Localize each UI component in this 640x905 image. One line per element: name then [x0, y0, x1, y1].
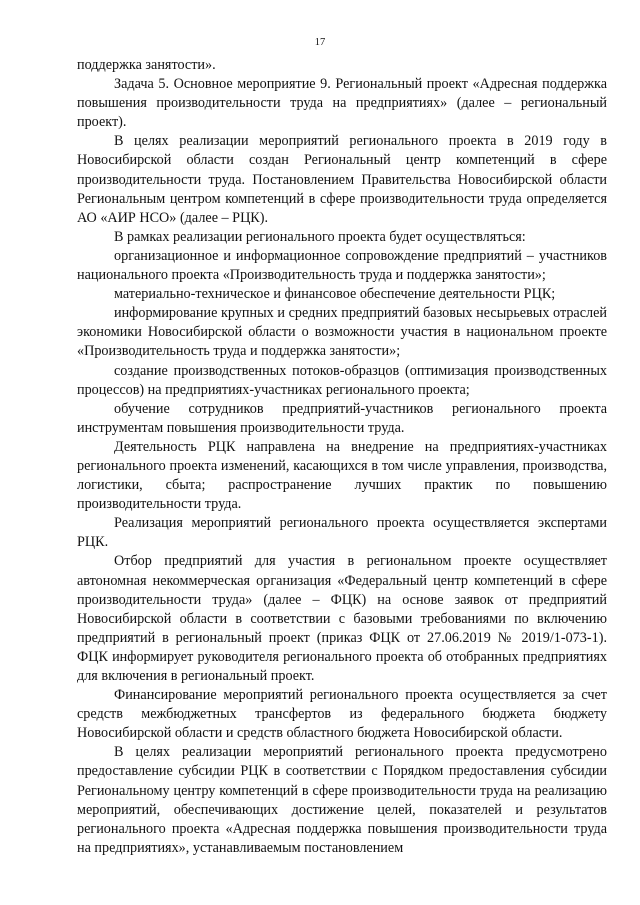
paragraph: В целях реализации мероприятий регионального проекта предусмотрено предоставление субсидии РЦК в соответствии с Порядком предоставления субсидии Региональному центру компетенций в сфере производительности труда на реализацию мероприятий, обеспечивающих достижение целей, показателей и результатов регионального проекта «Адресная поддержка повышения производительности труда на предприятиях», устанавливаемым постановлением	[77, 744, 607, 856]
paragraph: обучение сотрудников предприятий-участников регионального проекта инструментам повышения производительности труда.	[77, 400, 607, 436]
paragraph: Реализация мероприятий регионального проекта осуществляется экспертами РЦК.	[77, 515, 607, 551]
paragraph: Отбор предприятий для участия в региональном проекте осуществляет автономная некоммерческая организация «Федеральный центр компетенций в сфере производительности труда» (далее – ФЦК) на основе заявок от предприятий Новосибирской области в соответствии с базовыми требованиями по включению предприятий в региональный проект (приказ ФЦК от 27.06.2019 № 2019/1-073-1). ФЦК информирует руководителя регионального проекта об отобранных предприятиях для включения в региональный проект.	[77, 553, 607, 684]
paragraph: В целях реализации мероприятий регионального проекта в 2019 году в Новосибирской области создан Региональный центр компетенций в сфере производительности труда. Постановлением Правительства Новосибирской области Региональным центром компетенций в сфере производительности труда определяется АО «АИР НСО» (далее – РЦК).	[77, 133, 607, 226]
paragraph: создание производственных потоков-образцов (оптимизация производственных процессов) на предприятиях-участниках регионального проекта;	[77, 362, 607, 398]
body-text	[77, 56, 607, 858]
paragraph: информирование крупных и средних предприятий базовых несырьевых отраслей экономики Новосибирской области о возможности участия в национальном проекте «Производительность труда и поддержка занятости»;	[77, 305, 607, 360]
paragraph: Деятельность РЦК направлена на внедрение на предприятиях-участниках регионального проекта изменений, касающихся в том числе управления, производства, логистики, сбыта; распространение лучших практик по повышению производительности труда.	[77, 438, 607, 513]
paragraph: Финансирование мероприятий регионального проекта осуществляется за счет средств межбюджетных трансфертов из федерального бюджета бюджету Новосибирской области и средств областного бюджета Новосибирской области.	[77, 687, 607, 742]
paragraph: материально-техническое и финансовое обеспечение деятельности РЦК;	[114, 286, 556, 303]
paragraph: организационное и информационное сопровождение предприятий – участников национального проекта «Производительность труда и поддержка занятости»;	[77, 247, 607, 284]
paragraph: поддержка занятости».	[77, 57, 216, 73]
page-number: 17	[314, 37, 326, 48]
paragraph: Задача 5. Основное мероприятие 9. Региональный проект «Адресная поддержка повышения производительности труда на предприятиях» (далее – региональный проект).	[77, 76, 607, 131]
paragraph: В рамках реализации регионального проекта будет осуществляться:	[114, 228, 526, 245]
